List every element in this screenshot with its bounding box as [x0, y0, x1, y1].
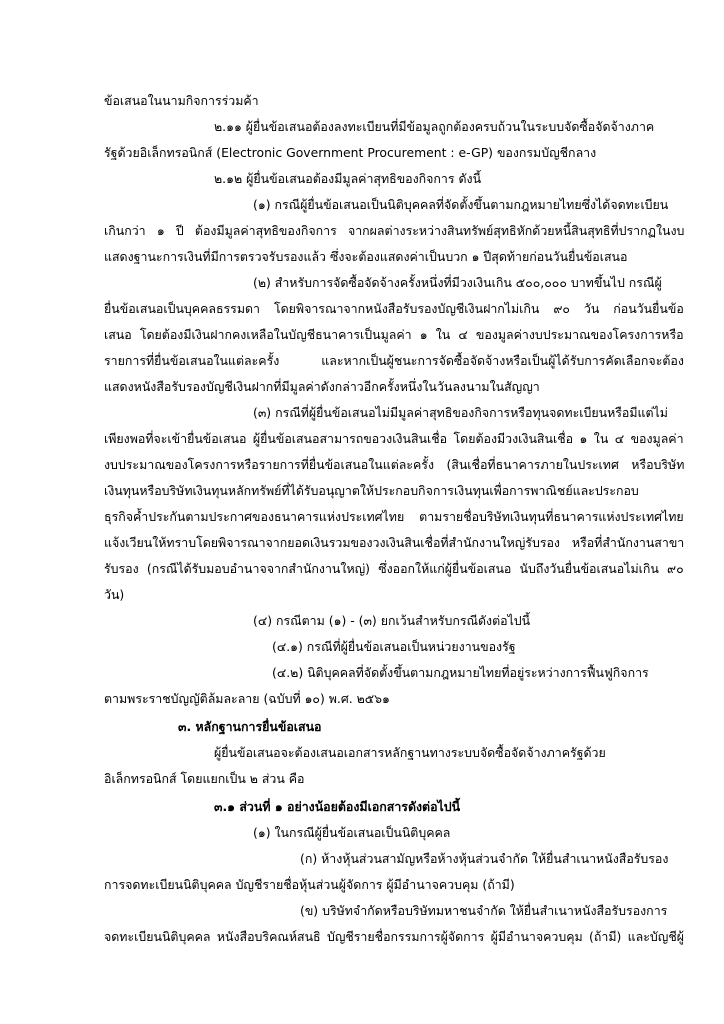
paragraph-line: ๒.๑๒ ผู้ยื่นข้อเสนอต้องมีมูลค่าสุทธิของกิจการ ดังนี้ [214, 171, 482, 186]
paragraph-line: เงินทุนหรือบริษัทเงินทุนหลักทรัพย์ที่ได้รับอนุญาตให้ประกอบกิจการเงินทุนเพื่อการพาณิชย์และประกอบ [104, 483, 639, 498]
paragraph-line: (ก) ห้างหุ้นส่วนสามัญหรือห้างหุ้นส่วนจำกัด ให้ยื่นสำเนาหนังสือรับรอง [300, 851, 669, 866]
paragraph-line: การจดทะเบียนนิติบุคคล บัญชีรายชื่อหุ้นส่วนผู้จัดการ ผู้มีอำนาจควบคุม (ถ้ามี) [104, 877, 515, 892]
paragraph-line: ธุรกิจค้ำประกันตามประกาศของธนาคารแห่งประเทศไทย ตามรายชื่อบริษัทเงินทุนที่ธนาคารแห่งประเทศไทย [104, 509, 684, 524]
paragraph-line: แสดงหนังสือรับรองบัญชีเงินฝากที่มีมูลค่าดังกล่าวอีกครั้งหนึ่งในวันลงนามในสัญญา [104, 379, 540, 394]
paragraph-line: (๔.๑) กรณีที่ผู้ยื่นข้อเสนอเป็นหน่วยงานของรัฐ [272, 639, 516, 654]
paragraph-line: (ข) บริษัทจำกัดหรือบริษัทมหาชนจำกัด ให้ยื่นสำเนาหนังสือรับรองการ [300, 903, 668, 918]
paragraph-line: เกินกว่า ๑ ปี ต้องมีมูลค่าสุทธิของกิจการ จากผลต่างระหว่างสินทรัพย์สุทธิหักด้วยหนี้สินสุทธิที่ปรากฏในงบ [104, 223, 685, 238]
paragraph-line: (๓) กรณีที่ผู้ยื่นข้อเสนอไม่มีมูลค่าสุทธิของกิจการหรือทุนจดทะเบียนหรือมีแต่ไม่ [253, 405, 668, 420]
paragraph-line: เพียงพอที่จะเข้ายื่นข้อเสนอ ผู้ยื่นข้อเสนอสามารถขอวงเงินสินเชื่อ โดยต้องมีวงเงินสินเชื่อ ๑ ใน ๔ ของมูลค่า [104, 431, 684, 446]
paragraph-line: ๒.๑๑ ผู้ยื่นข้อเสนอต้องลงทะเบียนที่มีข้อมูลถูกต้องครบถ้วนในระบบจัดซื้อจัดจ้างภาค [214, 119, 655, 134]
paragraph-line: แสดงฐานะการเงินที่มีการตรวจรับรองแล้ว ซึ่งจะต้องแสดงค่าเป็นบวก ๑ ปีสุดท้ายก่อนวันยื่นข้อเสนอ [104, 249, 628, 264]
paragraph-line: (๑) ในกรณีผู้ยื่นข้อเสนอเป็นนิติบุคคล [253, 825, 451, 840]
paragraph-line: เสนอ โดยต้องมีเงินฝากคงเหลือในบัญชีธนาคารเป็นมูลค่า ๑ ใน ๔ ของมูลค่างบประมาณของโครงการหรือ [104, 327, 684, 342]
paragraph-line: (๒) สำหรับการจัดซื้อจัดจ้างครั้งหนึ่งที่มีวงเงินเกิน ๕๐๐,๐๐๐ บาทขึ้นไป กรณีผู้ [253, 275, 662, 290]
paragraph-line: ผู้ยื่นข้อเสนอจะต้องเสนอเอกสารหลักฐานทางระบบจัดซื้อจัดจ้างภาครัฐด้วย [214, 745, 606, 760]
paragraph-line: รัฐด้วยอิเล็กทรอนิกส์ (Electronic Government Procurement : e-GP) ของกรมบัญชีกลาง [104, 145, 597, 160]
paragraph-line: วัน) [104, 587, 125, 602]
section-heading: ๓. หลักฐานการยื่นข้อเสนอ [178, 719, 322, 734]
paragraph-line: อิเล็กทรอนิกส์ โดยแยกเป็น ๒ ส่วน คือ [104, 771, 305, 786]
paragraph-line: ข้อเสนอในนามกิจการร่วมค้า [104, 93, 259, 108]
paragraph-line: รายการที่ยื่นข้อเสนอในแต่ละครั้ง และหากเป็นผู้ชนะการจัดซื้อจัดจ้างหรือเป็นผู้ได้รับการคัดเลือกจะต้อง [104, 353, 684, 368]
section-heading: ๓.๑ ส่วนที่ ๑ อย่างน้อยต้องมีเอกสารดังต่อไปนี้ [214, 799, 461, 814]
paragraph-line: รับรอง (กรณีได้รับมอบอำนาจจากสำนักงานใหญ่) ซึ่งออกให้แก่ผู้ยื่นข้อเสนอ นับถึงวันยื่นข้อเสนอไม่เกิน ๙๐ [104, 561, 684, 576]
paragraph-line: (๔) กรณีตาม (๑) - (๓) ยกเว้นสำหรับกรณีดังต่อไปนี้ [253, 613, 531, 628]
paragraph-line: ยื่นข้อเสนอเป็นบุคคลธรรมดา โดยพิจารณาจากหนังสือรับรองบัญชีเงินฝากไม่เกิน ๙๐ วัน ก่อนวันยื่นข้อ [104, 301, 684, 316]
paragraph-line: ตามพระราชบัญญัติล้มละลาย (ฉบับที่ ๑๐) พ.ศ. ๒๕๖๑ [104, 691, 390, 706]
paragraph-line: (๑) กรณีผู้ยื่นข้อเสนอเป็นนิติบุคคลที่จัดตั้งขึ้นตามกฎหมายไทยซึ่งได้จดทะเบียน [253, 197, 669, 212]
paragraph-line: แจ้งเวียนให้ทราบโดยพิจารณาจากยอดเงินรวมของวงเงินสินเชื่อที่สำนักงานใหญ่รับรอง หรือที่สำนักงานสาขา [104, 535, 685, 550]
paragraph-line: งบประมาณของโครงการหรือรายการที่ยื่นข้อเสนอในแต่ละครั้ง (สินเชื่อที่ธนาคารภายในประเทศ หรือบริษัท [104, 457, 685, 472]
paragraph-line: จดทะเบียนนิติบุคคล หนังสือบริคณห์สนธิ บัญชีรายชื่อกรรมการผู้จัดการ ผู้มีอำนาจควบคุม (ถ้ามี) และบัญชีผู้ [104, 929, 685, 944]
paragraph-line: (๔.๒) นิติบุคคลที่จัดตั้งขึ้นตามกฎหมายไทยที่อยู่ระหว่างการฟื้นฟูกิจการ [272, 665, 649, 680]
